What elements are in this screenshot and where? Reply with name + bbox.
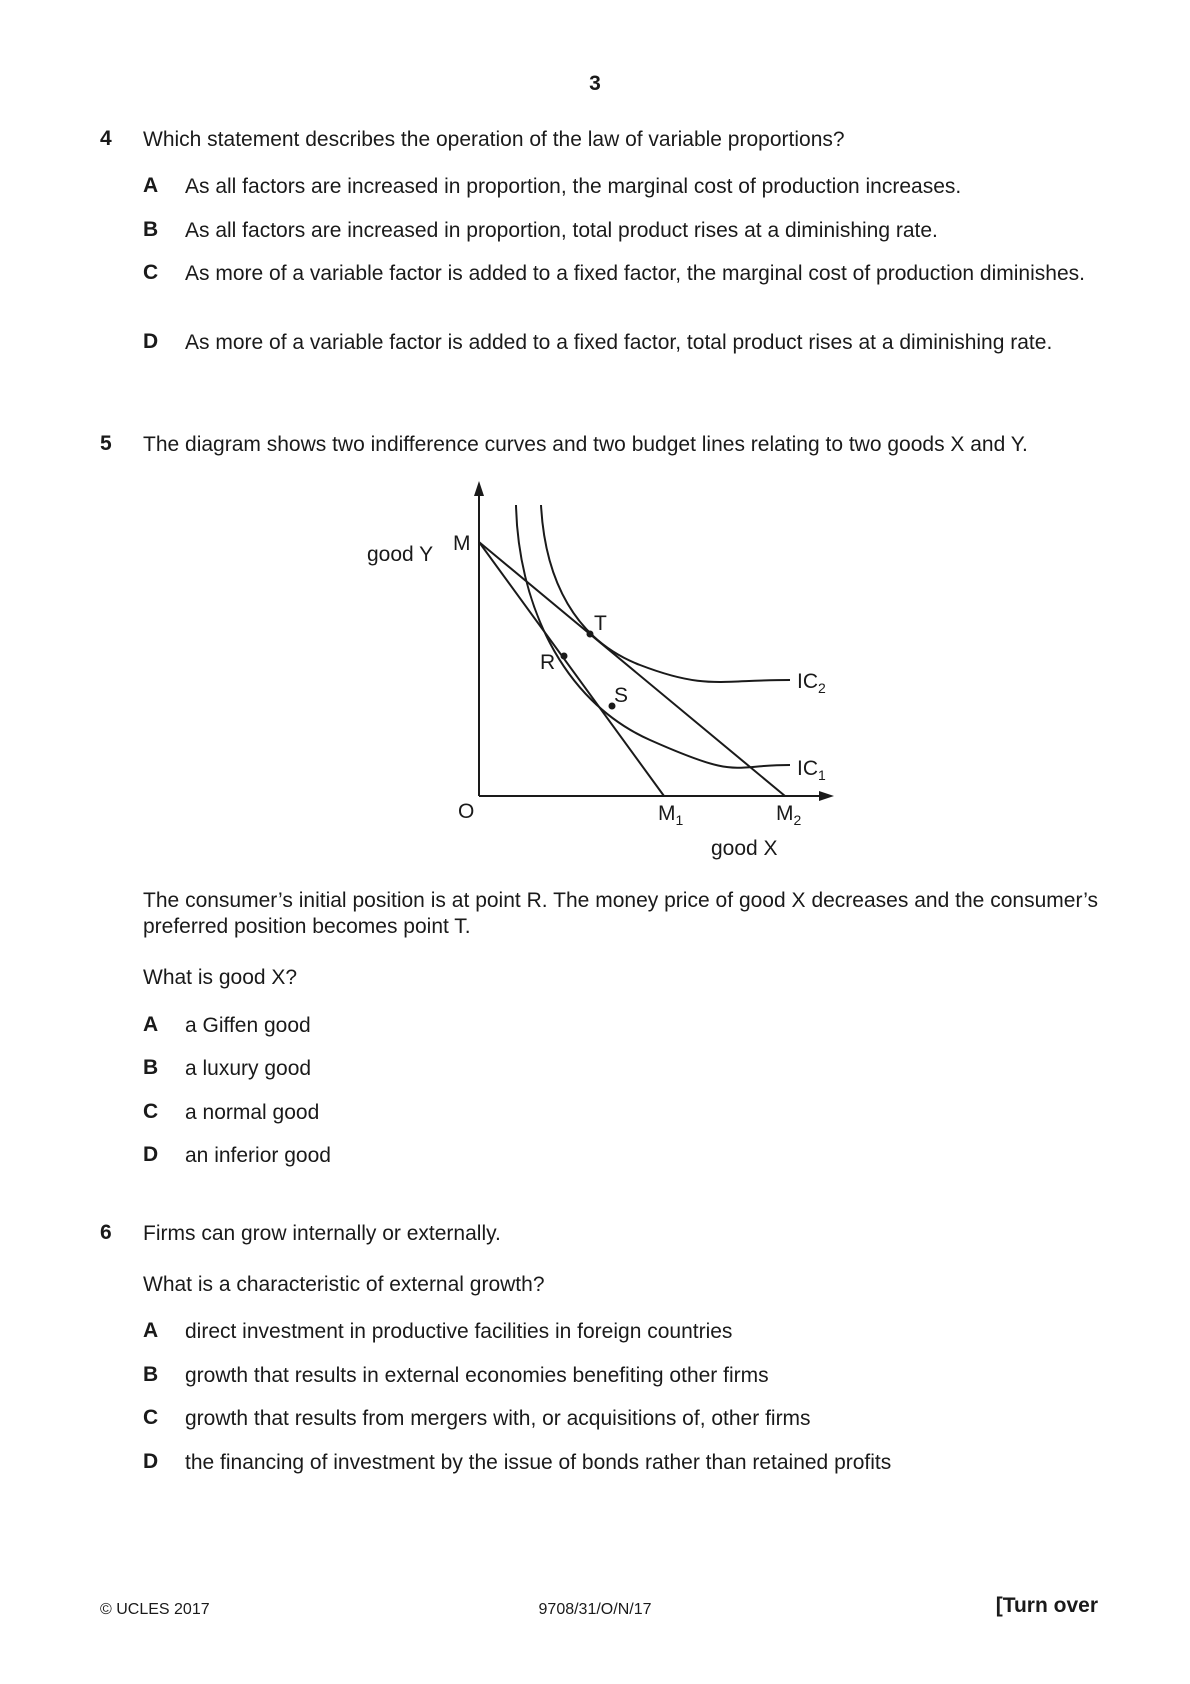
footer-copyright: © UCLES 2017 bbox=[100, 1601, 210, 1618]
question-6-question: What is a characteristic of external growth? bbox=[143, 1273, 545, 1296]
y-axis-arrow bbox=[474, 481, 484, 496]
m1-label: $M_1$ bbox=[658, 802, 684, 828]
point-s-label: S bbox=[614, 684, 629, 707]
question-5-paragraph: The consumer’s initial position is at point R. The money price of good X decreases and the consumer’s preferred position becomes point T. bbox=[143, 889, 1098, 938]
q6-option-a-letter: A bbox=[143, 1319, 159, 1342]
q4-option-d-text: As more of a variable factor is added to a fixed factor, total product rises at a diminishing rate. bbox=[185, 331, 1053, 354]
q4-option-a-letter: A bbox=[143, 174, 159, 197]
ic2-label: $IC_2$ bbox=[797, 670, 826, 696]
indifference-curve-ic2 bbox=[541, 505, 790, 682]
origin-label: O bbox=[458, 800, 475, 823]
point-m-label: M bbox=[453, 532, 471, 555]
question-5-stem: The diagram shows two indifference curves and two budget lines relating to two goods X and Y. bbox=[143, 433, 1028, 456]
q5-option-b-letter: B bbox=[143, 1056, 159, 1079]
indifference-curve-ic1 bbox=[516, 505, 790, 768]
q4-option-c-letter: C bbox=[143, 261, 159, 284]
footer-paper-code: 9708/31/O/N/17 bbox=[538, 1601, 652, 1618]
question-4-stem: Which statement describes the operation of the law of variable proportions? bbox=[143, 128, 845, 151]
question-6-stem: Firms can grow internally or externally. bbox=[143, 1222, 501, 1245]
point-t-label: T bbox=[594, 612, 607, 635]
question-5-number: 5 bbox=[100, 432, 112, 455]
question-4-number: 4 bbox=[100, 127, 112, 150]
q5-option-d-letter: D bbox=[143, 1143, 159, 1166]
q4-option-b-letter: B bbox=[143, 218, 159, 241]
q6-option-b-text: growth that results in external economies benefiting other firms bbox=[185, 1364, 769, 1387]
budget-line-m-m1 bbox=[479, 542, 664, 796]
q5-option-b-text: a luxury good bbox=[185, 1057, 312, 1080]
q6-option-a-text: direct investment in productive facilities in foreign countries bbox=[185, 1320, 733, 1343]
q4-option-a-text: As all factors are increased in proportion, the marginal cost of production increases. bbox=[185, 175, 962, 198]
question-5-question: What is good X? bbox=[143, 966, 298, 989]
point-r-dot bbox=[561, 653, 568, 660]
x-axis-label: good X bbox=[711, 837, 778, 860]
q5-option-a-letter: A bbox=[143, 1013, 159, 1036]
ic1-label: $IC_1$ bbox=[797, 757, 826, 783]
x-axis-arrow bbox=[819, 791, 834, 801]
q6-option-b-letter: B bbox=[143, 1363, 159, 1386]
q5-option-d-text: an inferior good bbox=[185, 1144, 331, 1167]
m2-label: $M_2$ bbox=[776, 802, 802, 828]
q6-option-c-letter: C bbox=[143, 1406, 159, 1429]
point-r-label: R bbox=[540, 651, 556, 674]
q5-option-c-text: a normal good bbox=[185, 1101, 320, 1124]
q4-option-d-letter: D bbox=[143, 330, 159, 353]
q4-option-c-text: As more of a variable factor is added to a fixed factor, the marginal cost of production diminishes. bbox=[185, 262, 1085, 285]
point-t-dot bbox=[587, 631, 594, 638]
q6-option-d-text: the financing of investment by the issue of bonds rather than retained profits bbox=[185, 1451, 892, 1474]
y-axis-label: good Y bbox=[367, 543, 434, 566]
indifference-curve-diagram bbox=[340, 470, 860, 870]
q6-option-d-letter: D bbox=[143, 1450, 159, 1473]
footer-turn-over: [Turn over bbox=[995, 1594, 1098, 1617]
q5-option-a-text: a Giffen good bbox=[185, 1014, 311, 1037]
page-number: 3 bbox=[589, 72, 601, 95]
question-6-number: 6 bbox=[100, 1221, 112, 1244]
q5-option-c-letter: C bbox=[143, 1100, 159, 1123]
q4-option-b-text: As all factors are increased in proportion, total product rises at a diminishing rate. bbox=[185, 219, 938, 242]
q6-option-c-text: growth that results from mergers with, or acquisitions of, other firms bbox=[185, 1407, 811, 1430]
